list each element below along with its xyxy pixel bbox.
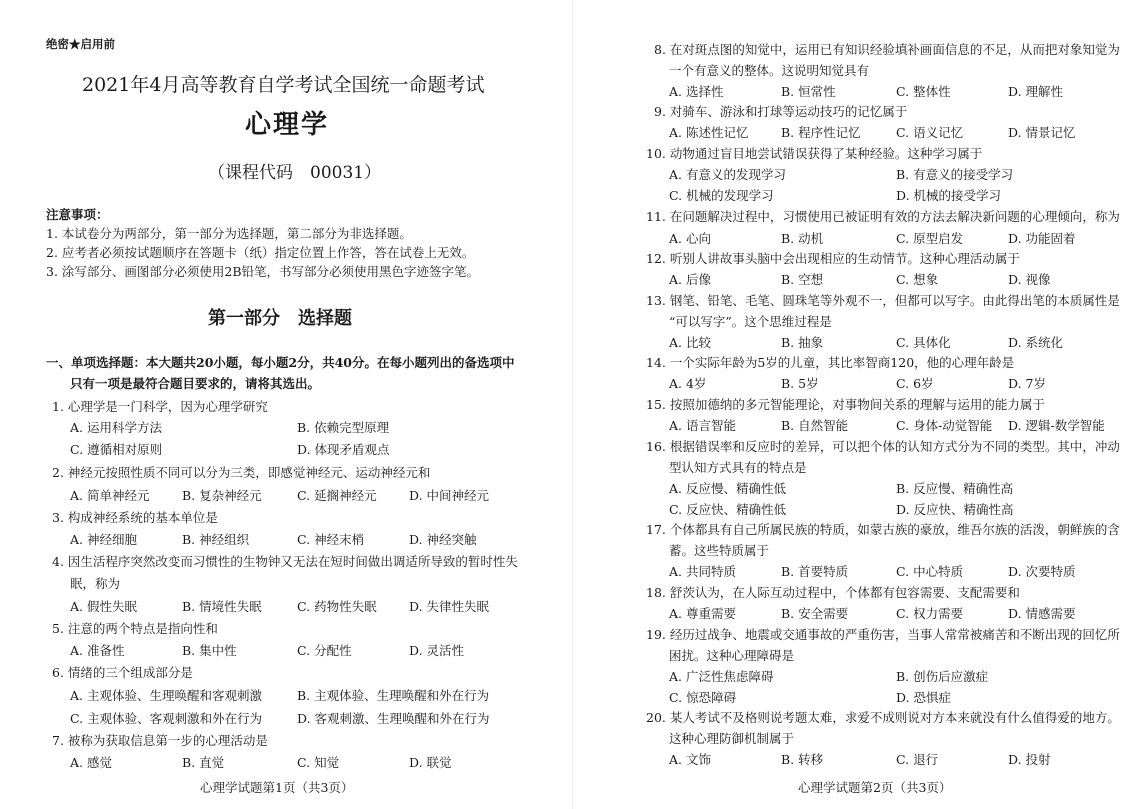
q8-option-d: D. 理解性 <box>1008 84 1064 99</box>
q14-option-a: A. 4岁 <box>669 376 707 391</box>
q10-option-c: C. 机械的发现学习 <box>669 188 774 203</box>
question-10: 10. 动物通过盲目地尝试错误获得了某种经验。这种学习属于 <box>646 146 983 161</box>
part-title: 第一部分 选择题 <box>208 308 352 329</box>
q4-option-b: B. 情境性失眠 <box>182 599 262 614</box>
q2-option-d: D. 中间神经元 <box>409 488 490 503</box>
question-19: 19. 经历过战争、地震或交通事故的严重伤害，当事人常常被痛苦和不断出现的回忆所 <box>646 627 1120 642</box>
exam-page-2 <box>574 0 1148 809</box>
question-11: 11. 在问题解决过程中，习惯使用已被证明有效的方法去解决新问题的心理倾向，称为 <box>646 209 1120 224</box>
question-6: 6. 情绪的三个组成部分是 <box>52 665 193 680</box>
question-20-cont: 这种心理防御机制属于 <box>669 731 795 746</box>
q1-option-b: B. 依赖完型原理 <box>297 420 390 435</box>
q7-option-a: A. 感觉 <box>70 755 112 770</box>
page-footer: 心理学试题第1页（共3页） <box>200 780 354 795</box>
q19-option-b: B. 创伤后应激症 <box>896 669 989 684</box>
question-4: 4. 因生活程序突然改变而习惯性的生物钟又无法在短时间做出调适所导致的暂时性失 <box>52 554 518 569</box>
q11-option-d: D. 功能固着 <box>1008 231 1076 246</box>
q15-option-b: B. 自然智能 <box>781 418 849 433</box>
q16-option-a: A. 反应慢、精确性低 <box>669 481 786 496</box>
question-13-cont: “可以写字”。这个思维过程是 <box>669 314 832 329</box>
q3-option-d: D. 神经突触 <box>409 532 477 547</box>
question-5: 5. 注意的两个特点是指向性和 <box>52 621 218 636</box>
q9-option-a: A. 陈述性记忆 <box>669 125 749 140</box>
q12-option-b: B. 空想 <box>781 272 824 287</box>
section-heading: 一、单项选择题：本大题共20小题，每小题2分，共40分。在每小题列出的备选项中 <box>46 355 515 370</box>
subject-title: 心理学 <box>245 110 330 140</box>
q19-option-a: A. 广泛性焦虑障碍 <box>669 669 774 684</box>
question-17-cont: 蓄。这些特质属于 <box>669 543 770 558</box>
q7-option-d: D. 联觉 <box>409 755 452 770</box>
q6-option-d: D. 客观刺激、生理唤醒和外在行为 <box>297 711 490 726</box>
q15-option-a: A. 语言智能 <box>669 418 736 433</box>
exam-title: 2021年4月高等教育自学考试全国统一命题考试 <box>82 74 485 96</box>
q2-option-c: C. 延搁神经元 <box>297 488 377 503</box>
q15-option-c: C. 身体-动觉智能 <box>896 418 993 433</box>
notice-title: 注意事项： <box>46 207 109 222</box>
q5-option-c: C. 分配性 <box>297 643 352 658</box>
q13-option-a: A. 比较 <box>669 335 711 350</box>
q8-option-b: B. 恒常性 <box>781 84 836 99</box>
q2-option-a: A. 简单神经元 <box>70 488 150 503</box>
q13-option-b: B. 抽象 <box>781 335 824 350</box>
question-16-cont: 型认知方式具有的特点是 <box>669 460 807 475</box>
q5-option-a: A. 准备性 <box>70 643 125 658</box>
q2-option-b: B. 复杂神经元 <box>182 488 262 503</box>
question-8-cont: 一个有意义的整体。这说明知觉具有 <box>669 63 870 78</box>
q17-option-d: D. 次要特质 <box>1008 564 1076 579</box>
q4-option-d: D. 失律性失眠 <box>409 599 490 614</box>
course-code: （课程代码 00031） <box>208 163 382 183</box>
q17-option-c: C. 中心特质 <box>896 564 964 579</box>
q11-option-c: C. 原型启发 <box>896 231 964 246</box>
question-2: 2. 神经元按照性质不同可以分为三类，即感觉神经元、运动神经元和 <box>52 465 431 480</box>
q20-option-d: D. 投射 <box>1008 752 1051 767</box>
q12-option-c: C. 想象 <box>896 272 939 287</box>
q7-option-c: C. 知觉 <box>297 755 340 770</box>
q16-option-d: D. 反应快、精确性高 <box>896 502 1014 517</box>
q7-option-b: B. 直觉 <box>182 755 225 770</box>
q18-option-d: D. 情感需要 <box>1008 606 1076 621</box>
q16-option-c: C. 反应快、精确性低 <box>669 502 787 517</box>
q17-option-b: B. 首要特质 <box>781 564 849 579</box>
q16-option-b: B. 反应慢、精确性高 <box>896 481 1014 496</box>
q6-option-a: A. 主观体验、生理唤醒和客观刺激 <box>70 688 262 703</box>
question-9: 9. 对骑车、游泳和打球等运动技巧的记忆属于 <box>654 104 908 119</box>
q18-option-b: B. 安全需要 <box>781 606 849 621</box>
notice-item: 2. 应考者必须按试题顺序在答题卡（纸）指定位置上作答，答在试卷上无效。 <box>46 245 475 260</box>
q3-option-a: A. 神经细胞 <box>70 532 137 547</box>
q20-option-c: C. 退行 <box>896 752 939 767</box>
q4-option-c: C. 药物性失眠 <box>297 599 377 614</box>
q1-option-a: A. 运用科学方法 <box>70 420 162 435</box>
q10-option-b: B. 有意义的接受学习 <box>896 167 1014 182</box>
q19-option-d: D. 恐惧症 <box>896 690 952 705</box>
section-heading-cont: 只有一项是最符合题目要求的，请将其选出。 <box>70 376 321 391</box>
question-15: 15. 按照加德纳的多元智能理论，对事物间关系的理解与运用的能力属于 <box>646 397 1045 412</box>
notice-item: 3. 涂写部分、画图部分必须使用2B铅笔，书写部分必须使用黑色字迹签字笔。 <box>46 264 480 279</box>
q5-option-b: B. 集中性 <box>182 643 237 658</box>
q15-option-d: D. 逻辑-数学智能 <box>1008 418 1105 433</box>
q14-option-d: D. 7岁 <box>1008 376 1046 391</box>
q9-option-c: C. 语义记忆 <box>896 125 964 140</box>
q3-option-c: C. 神经末梢 <box>297 532 365 547</box>
q5-option-d: D. 灵活性 <box>409 643 465 658</box>
question-16: 16. 根据错误率和反应时的差异，可以把个体的认知方式分为不同的类型。其中，冲动 <box>646 439 1120 454</box>
q8-option-a: A. 选择性 <box>669 84 724 99</box>
q20-option-a: A. 文饰 <box>669 752 711 767</box>
q1-option-d: D. 体现矛盾观点 <box>297 442 390 457</box>
q13-option-c: C. 具体化 <box>896 335 951 350</box>
q14-option-c: C. 6岁 <box>896 376 934 391</box>
q3-option-b: B. 神经组织 <box>182 532 250 547</box>
q4-option-a: A. 假性失眠 <box>70 599 137 614</box>
question-19-cont: 困扰。这种心理障碍是 <box>669 648 795 663</box>
q18-option-c: C. 权力需要 <box>896 606 964 621</box>
q10-option-d: D. 机械的接受学习 <box>896 188 1002 203</box>
q9-option-d: D. 情景记忆 <box>1008 125 1076 140</box>
q6-option-b: B. 主观体验、生理唤醒和外在行为 <box>297 688 490 703</box>
question-13: 13. 钢笔、铅笔、毛笔、圆珠笔等外观不一，但都可以写字。由此得出笔的本质属性是 <box>646 293 1120 308</box>
q12-option-d: D. 视像 <box>1008 272 1051 287</box>
q12-option-a: A. 后像 <box>669 272 711 287</box>
question-14: 14. 一个实际年龄为5岁的儿童，其比率智商120，他的心理年龄是 <box>646 355 1015 370</box>
q6-option-c: C. 主观体验、客观刺激和外在行为 <box>70 711 263 726</box>
question-3: 3. 构成神经系统的基本单位是 <box>52 510 218 525</box>
q9-option-b: B. 程序性记忆 <box>781 125 861 140</box>
question-20: 20. 某人考试不及格则说考题太难，求爱不成则说对方本来就没有什么值得爱的地方。 <box>646 710 1120 725</box>
question-17: 17. 个体都具有自己所属民族的特质，如蒙古族的豪放，维吾尔族的活泼，朝鲜族的含 <box>646 522 1120 537</box>
q20-option-b: B. 转移 <box>781 752 824 767</box>
q1-option-c: C. 遵循相对原则 <box>70 442 163 457</box>
question-7: 7. 被称为获取信息第一步的心理活动是 <box>52 733 268 748</box>
question-8: 8. 在对斑点图的知觉中，运用已有知识经验填补画面信息的不足，从而把对象知觉为 <box>654 42 1120 57</box>
q8-option-c: C. 整体性 <box>896 84 951 99</box>
page-footer: 心理学试题第2页（共3页） <box>798 780 952 795</box>
question-18: 18. 舒茨认为，在人际互动过程中，个体都有包容需要、支配需要和 <box>646 585 1020 600</box>
q17-option-a: A. 共同特质 <box>669 564 736 579</box>
confidential-label: 绝密★启用前 <box>46 37 115 51</box>
q14-option-b: B. 5岁 <box>781 376 819 391</box>
q13-option-d: D. 系统化 <box>1008 335 1064 350</box>
q10-option-a: A. 有意义的发现学习 <box>669 167 786 182</box>
q18-option-a: A. 尊重需要 <box>669 606 736 621</box>
notice-item: 1. 本试卷分为两部分，第一部分为选择题，第二部分为非选择题。 <box>46 226 412 241</box>
q19-option-c: C. 惊恐障碍 <box>669 690 737 705</box>
q11-option-a: A. 心向 <box>669 231 711 246</box>
question-4-cont: 眠，称为 <box>70 576 121 591</box>
question-1: 1. 心理学是一门科学，因为心理学研究 <box>52 399 268 414</box>
q11-option-b: B. 动机 <box>781 231 824 246</box>
question-12: 12. 听别人讲故事头脑中会出现相应的生动情节。这种心理活动属于 <box>646 251 1020 266</box>
